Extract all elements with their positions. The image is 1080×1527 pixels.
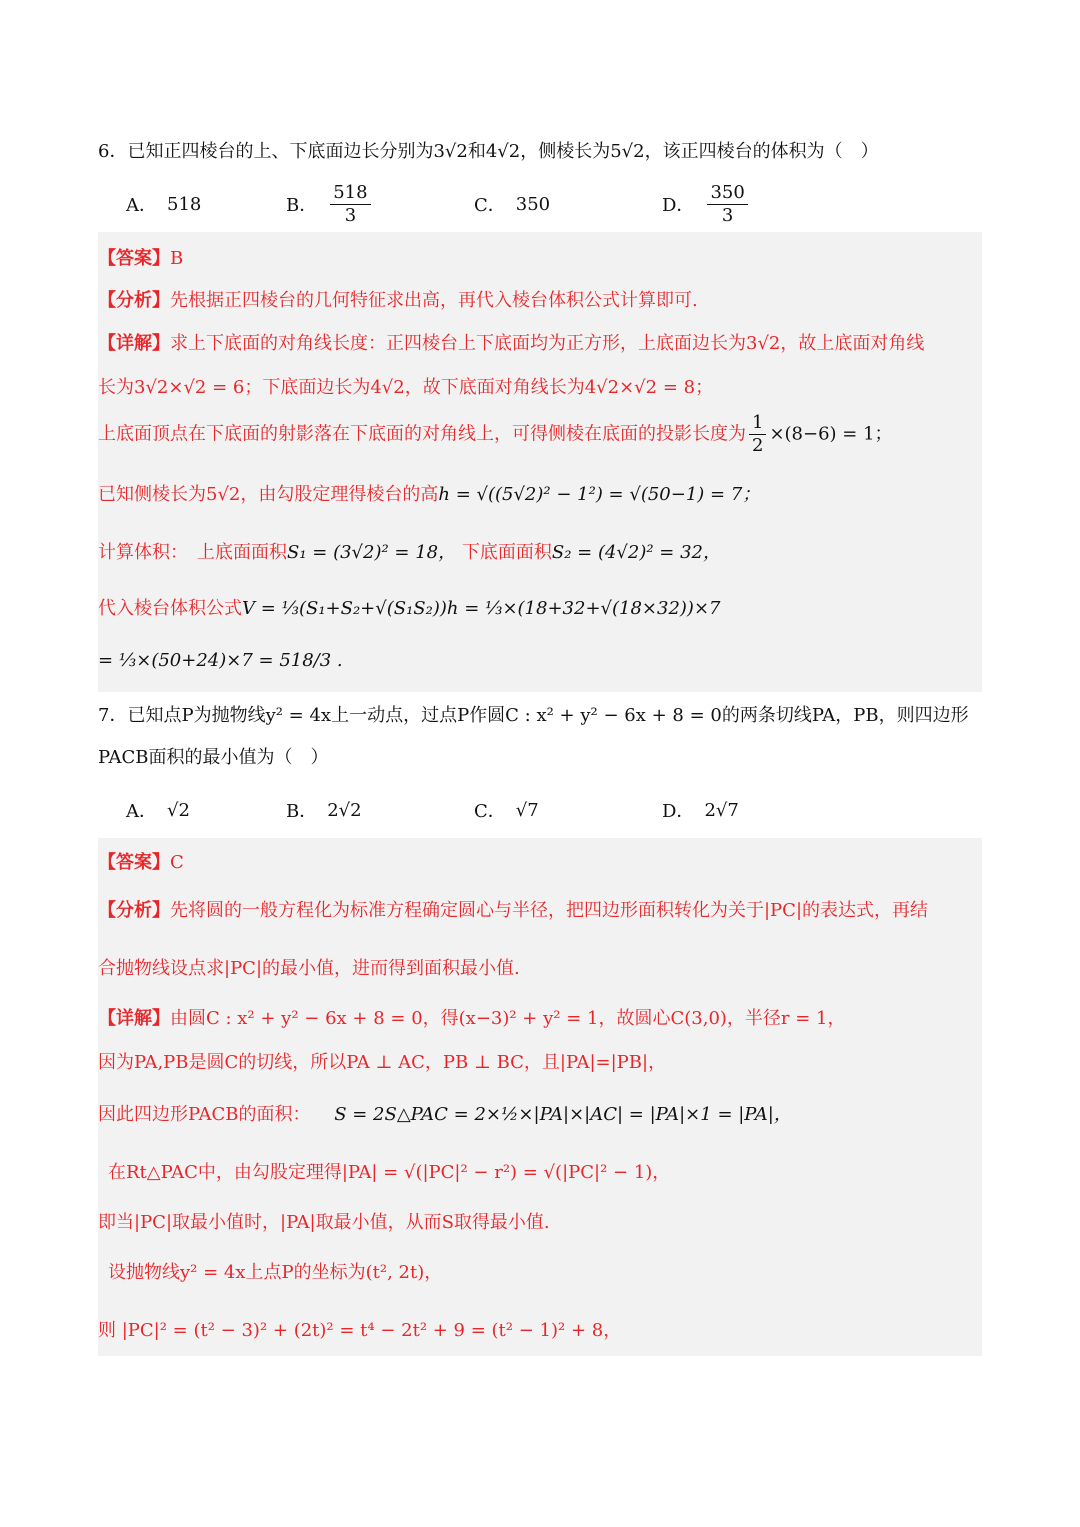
detail-line-3 xyxy=(98,1100,982,1126)
option-fraction xyxy=(707,182,747,227)
answer-value: C xyxy=(170,852,184,873)
half-fraction: $\frac{1}{2}$ xyxy=(749,412,766,457)
option-d[interactable] xyxy=(662,180,751,228)
answer-line xyxy=(98,848,982,874)
detail-line-6 xyxy=(108,1258,992,1284)
fraction-denominator: 3 xyxy=(721,204,734,226)
analysis-line-2 xyxy=(98,954,982,980)
detail-text: 长为3√2×√2 = 6；下底面边长为4√2，故下底面对角线长为4√2×√2 = 8； xyxy=(98,377,714,398)
question-7-stem-line-2: PACB面积的最小值为（ ） xyxy=(98,747,329,768)
option-d[interactable] xyxy=(662,786,739,834)
analysis-text: 合抛物线设点求|PC|的最小值，进而得到面积最小值. xyxy=(98,958,520,979)
fraction-numerator: 518 xyxy=(330,182,370,205)
detail-tag: 【详解】 xyxy=(98,1008,170,1029)
detail-line-1 xyxy=(98,1004,982,1030)
answer-tag: 【答案】 xyxy=(98,248,170,269)
detail-math: S = 2S△PAC = 2×½×|PA|×|AC| = |PA|×1 = |PA|， xyxy=(334,1104,792,1125)
fraction-denominator: 3 xyxy=(344,204,357,226)
detail-line-5 xyxy=(98,1208,982,1234)
detail-text: 即当|PC|取最小值时，|PA|取最小值，从而S取得最小值. xyxy=(98,1212,550,1233)
option-label: A． xyxy=(126,801,157,822)
detail-line-2 xyxy=(98,1048,982,1074)
option-label: B． xyxy=(286,195,318,216)
analysis-text: 先将圆的一般方程化为标准方程确定圆心与半径，把四边形面积转化为关于|PC|的表达式，再结 xyxy=(170,900,929,921)
answer-line xyxy=(98,244,982,270)
detail-math: = ⅓×(50+24)×7 = 518/3 . xyxy=(98,650,343,671)
detail-line-4 xyxy=(108,1158,992,1184)
answer-tag: 【答案】 xyxy=(98,852,170,873)
detail-text: 因此四边形PACB的面积： xyxy=(98,1104,311,1125)
option-value: √2 xyxy=(167,799,190,821)
detail-line-7 xyxy=(98,1316,982,1342)
option-a[interactable] xyxy=(126,786,190,834)
option-label: B． xyxy=(286,801,318,822)
detail-text: 求上下底面的对角线长度：正四棱台上下底面均为正方形，上底面边长为3√2，故上底面对角线 xyxy=(170,333,925,354)
option-b[interactable] xyxy=(286,786,362,834)
solution-box-6 xyxy=(98,232,982,692)
option-label: D． xyxy=(662,801,695,822)
option-label: A． xyxy=(126,195,157,216)
question-7-stem-line-1: 7．已知点P为抛物线y² = 4x上一动点，过点P作圆C : x² + y² − 6x + 8 = 0的两条切线PA，PB，则四边形 xyxy=(98,705,969,726)
option-a[interactable] xyxy=(126,180,201,228)
option-value: 2√2 xyxy=(327,799,362,821)
detail-tag: 【详解】 xyxy=(98,333,170,354)
detail-text: 计算体积： 上底面面积 xyxy=(98,542,287,563)
option-value: √7 xyxy=(515,799,539,821)
option-c[interactable] xyxy=(474,180,550,228)
option-label: C． xyxy=(474,801,506,822)
detail-line-4 xyxy=(98,480,982,506)
analysis-line xyxy=(98,286,982,312)
answer-value: B xyxy=(170,248,184,269)
question-6-options xyxy=(126,180,976,228)
option-value: 518 xyxy=(167,193,202,215)
detail-line-2 xyxy=(98,373,982,399)
detail-text: 则 |PC|² = (t² − 3)² + (2t)² = t⁴ − 2t² + 9 = (t² − 1)² + 8， xyxy=(98,1320,622,1341)
analysis-text: 先根据正四棱台的几何特征求出高，再代入棱台体积公式计算即可. xyxy=(170,290,698,311)
detail-text: 在Rt△PAC中，由勾股定理得|PA| = √(|PC|² − r²) = √(|PC|² − 1)， xyxy=(108,1162,671,1183)
detail-math: V = ⅓(S₁+S₂+√(S₁S₂))h = ⅓×(18+32+√(18×32))×7 xyxy=(242,598,721,619)
detail-math: S₂ = (4√2)² = 32， xyxy=(551,542,722,563)
detail-text: 上底面顶点在下底面的射影落在下底面的对角线上，可得侧棱在底面的投影长度为 xyxy=(98,423,746,445)
detail-math: ×(8−6) = 1； xyxy=(769,423,893,445)
option-label: C． xyxy=(474,195,506,216)
detail-text: 因为PA,PB是圆C的切线，所以PA ⊥ AC，PB ⊥ BC，且|PA|=|PB|， xyxy=(98,1052,667,1073)
option-fraction xyxy=(330,182,370,227)
analysis-line-1 xyxy=(98,896,982,922)
detail-math: h = √((5√2)² − 1²) = √(50−1) = 7； xyxy=(438,484,761,505)
option-value: 350 xyxy=(515,193,551,215)
question-6-stem: 6．已知正四棱台的上、下底面边长分别为3√2和4√2，侧棱长为5√2，该正四棱台的体积为（ ） xyxy=(98,141,879,162)
analysis-tag: 【分析】 xyxy=(98,290,170,311)
option-label: D． xyxy=(662,195,695,216)
detail-line-7 xyxy=(98,650,982,671)
detail-line-6 xyxy=(98,594,982,620)
fraction-numerator: 350 xyxy=(707,182,747,205)
detail-line-1 xyxy=(98,329,982,355)
detail-text: 由圆C : x² + y² − 6x + 8 = 0，得(x−3)² + y² = 1，故圆心C(3,0)，半径r = 1， xyxy=(170,1008,846,1029)
option-b[interactable] xyxy=(286,180,374,228)
detail-line-3 xyxy=(98,412,982,457)
detail-line-5 xyxy=(98,538,982,564)
detail-text: 代入棱台体积公式 xyxy=(98,598,242,619)
question-7-options xyxy=(126,786,976,834)
detail-text: 已知侧棱长为5√2，由勾股定理得棱台的高 xyxy=(98,484,439,505)
solution-box-7 xyxy=(98,838,982,1356)
analysis-tag: 【分析】 xyxy=(98,900,170,921)
detail-math: S₁ = (3√2)² = 18， xyxy=(287,542,457,563)
option-c[interactable] xyxy=(474,786,539,834)
option-value: 2√7 xyxy=(704,799,739,821)
detail-text: 设抛物线y² = 4x上点P的坐标为(t², 2t)， xyxy=(108,1262,443,1283)
detail-text: 下底面面积 xyxy=(461,542,552,563)
